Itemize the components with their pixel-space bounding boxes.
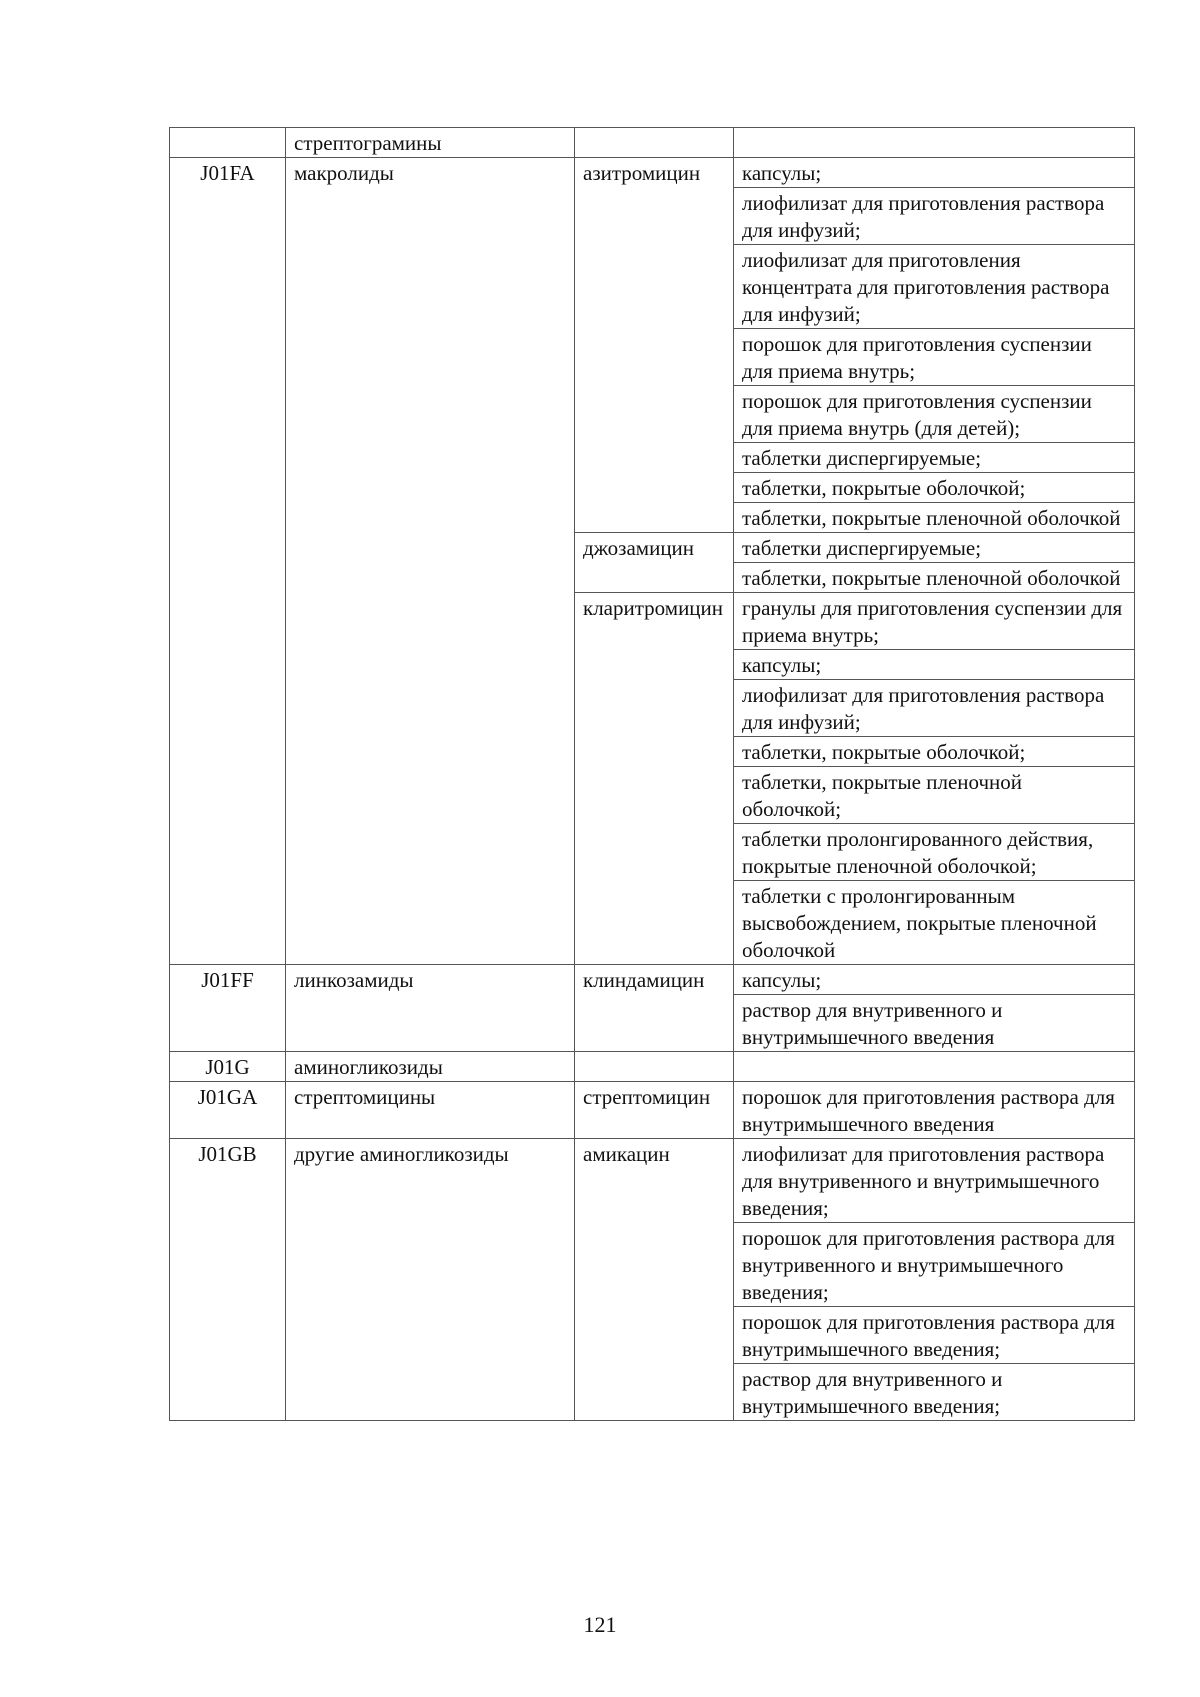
atc-code-cell: J01FA <box>170 158 286 965</box>
dosage-form-cell: таблетки пролонгированного действия, покрытые пленочной оболочкой; <box>734 824 1135 881</box>
dosage-form-cell: капсулы; <box>734 158 1135 188</box>
atc-code-cell: J01GB <box>170 1139 286 1421</box>
group-name-cell: аминогликозиды <box>286 1052 575 1082</box>
atc-code-cell: J01FF <box>170 965 286 1052</box>
atc-code-cell: J01G <box>170 1052 286 1082</box>
group-name-cell: другие аминогликозиды <box>286 1139 575 1421</box>
dosage-form-cell: раствор для внутривенного и внутримышечного введения; <box>734 1364 1135 1421</box>
dosage-form-cell: лиофилизат для приготовления раствора для инфузий; <box>734 680 1135 737</box>
drug-name-cell <box>575 128 734 158</box>
drug-name-cell: амикацин <box>575 1139 734 1421</box>
dosage-form-cell: порошок для приготовления раствора для внутримышечного введения <box>734 1082 1135 1139</box>
drug-name-cell: азитромицин <box>575 158 734 533</box>
dosage-form-cell: раствор для внутривенного и внутримышечного введения <box>734 995 1135 1052</box>
dosage-form-cell: лиофилизат для приготовления концентрата для приготовления раствора для инфузий; <box>734 245 1135 329</box>
dosage-form-cell: порошок для приготовления суспензии для приема внутрь (для детей); <box>734 386 1135 443</box>
table-row <box>170 965 1135 995</box>
drug-name-cell: клиндамицин <box>575 965 734 1052</box>
dosage-form-cell: таблетки диспергируемые; <box>734 533 1135 563</box>
dosage-form-cell <box>734 128 1135 158</box>
dosage-form-cell: капсулы; <box>734 965 1135 995</box>
group-name-cell: линкозамиды <box>286 965 575 1052</box>
dosage-form-cell: таблетки, покрытые пленочной оболочкой <box>734 503 1135 533</box>
table-row <box>170 128 1135 158</box>
table-row <box>170 158 1135 188</box>
dosage-form-cell: капсулы; <box>734 650 1135 680</box>
drug-name-cell <box>575 1052 734 1082</box>
group-name-cell: стрептомицины <box>286 1082 575 1139</box>
group-name-cell: стрептограмины <box>286 128 575 158</box>
dosage-form-cell: таблетки, покрытые пленочной оболочкой <box>734 563 1135 593</box>
drug-name-cell: стрептомицин <box>575 1082 734 1139</box>
dosage-form-cell: таблетки, покрытые пленочной оболочкой; <box>734 767 1135 824</box>
dosage-form-cell: порошок для приготовления раствора для внутривенного и внутримышечного введения; <box>734 1223 1135 1307</box>
dosage-form-cell: лиофилизат для приготовления раствора для внутривенного и внутримышечного введения; <box>734 1139 1135 1223</box>
dosage-form-cell: порошок для приготовления раствора для внутримышечного введения; <box>734 1307 1135 1364</box>
table-row <box>170 1139 1135 1223</box>
dosage-form-cell: гранулы для приготовления суспензии для приема внутрь; <box>734 593 1135 650</box>
dosage-form-cell: порошок для приготовления суспензии для приема внутрь; <box>734 329 1135 386</box>
dosage-form-cell: таблетки с пролонгированным высвобождением, покрытые пленочной оболочкой <box>734 881 1135 965</box>
atc-code-cell <box>170 128 286 158</box>
atc-code-cell: J01GA <box>170 1082 286 1139</box>
table-row <box>170 1052 1135 1082</box>
drug-name-cell: кларитромицин <box>575 593 734 965</box>
dosage-form-cell <box>734 1052 1135 1082</box>
table-row <box>170 1082 1135 1139</box>
dosage-form-cell: таблетки, покрытые оболочкой; <box>734 737 1135 767</box>
table-body <box>170 128 1135 1421</box>
drug-name-cell: джозамицин <box>575 533 734 593</box>
page-number: 121 <box>583 1612 617 1637</box>
dosage-form-cell: лиофилизат для приготовления раствора для инфузий; <box>734 188 1135 245</box>
dosage-form-cell: таблетки диспергируемые; <box>734 443 1135 473</box>
dosage-form-cell: таблетки, покрытые оболочкой; <box>734 473 1135 503</box>
drug-table <box>169 127 1135 1421</box>
group-name-cell: макролиды <box>286 158 575 965</box>
